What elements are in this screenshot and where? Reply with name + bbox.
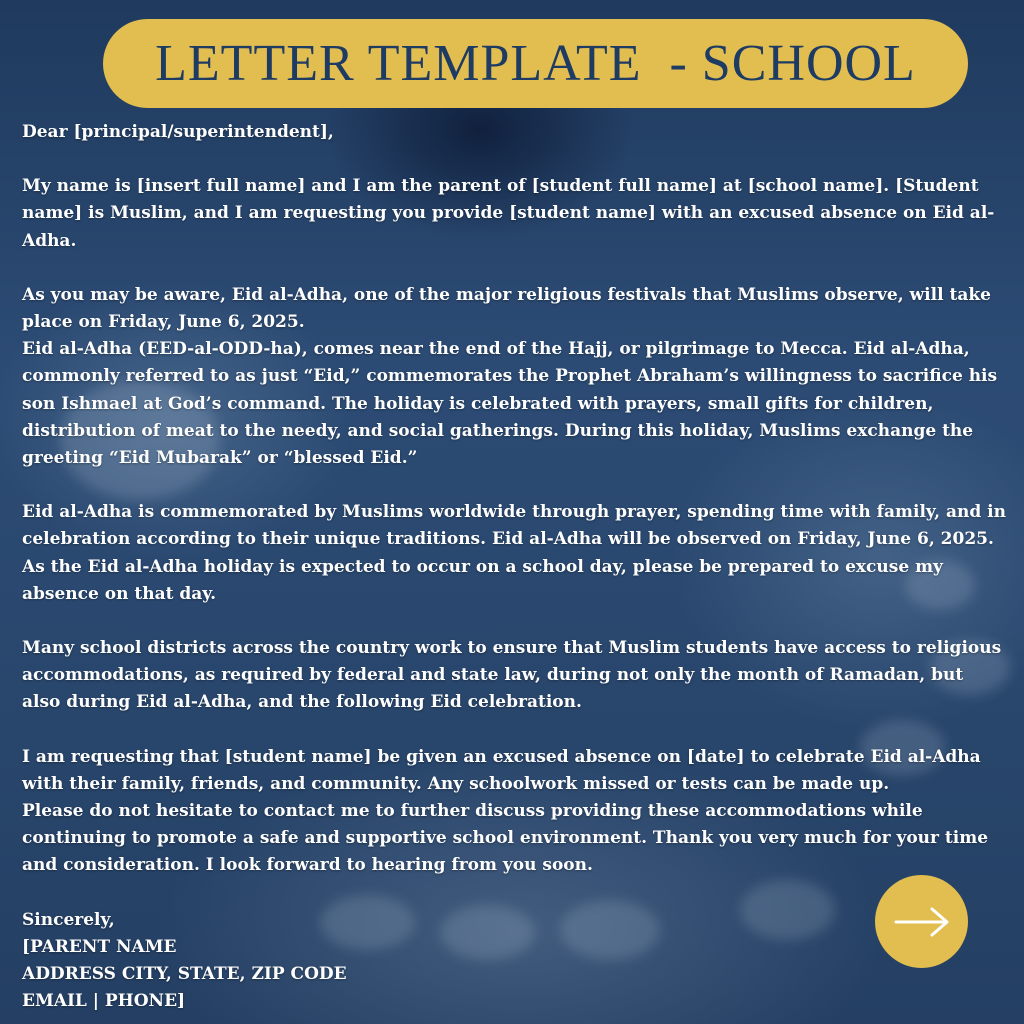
letter-paragraph-districts: Many school districts across the country work to ensure that Muslim students have access to religious accommodations, as required by federal and state law, during not only the month of Ramadan, but also during Eid al-Adha, and the following Eid celebration. <box>22 638 1002 713</box>
letter-paragraph-explanation: Eid al-Adha (EED-al-ODD-ha), comes near the end of the Hajj, or pilgrimage to Mecca. Eid al-Adha, commonly referred to as just “Eid,” commemorates the Prophet Abraham’s willingness to sacrifice his son Ishmael at God’s command. The holiday is celebrated with prayers, small gifts for children, distribution of meat to the needy, and social gatherings. During this holiday, Muslims exchange the greeting “Eid Mubarak” or “blessed Eid.” <box>22 339 998 469</box>
letter-salutation: Dear [principal/superintendent], <box>22 122 334 142</box>
letter-paragraph-intro: My name is [insert full name] and I am the parent of [student full name] at [school name]. [Student name] is Muslim, and I am requesting you provide [student name] with an excused absence on Eid al-Adha. <box>22 176 995 251</box>
letter-paragraph-contact: Please do not hesitate to contact me to further discuss providing these accommodations while continuing to promote a safe and supportive school environment. Thank you very much for your time and consideration. I look forward to hearing from you soon. <box>22 801 989 876</box>
letter-paragraph-request: I am requesting that [student name] be given an excused absence on [date] to celebrate Eid al-Adha with their family, friends, and community. Any schoolwork missed or tests can be made up. <box>22 746 981 794</box>
next-button[interactable] <box>875 875 968 968</box>
letter-body <box>22 119 1007 1015</box>
signature-parent-name: [PARENT NAME <box>22 936 177 957</box>
signature-address: ADDRESS CITY, STATE, ZIP CODE <box>22 964 347 985</box>
letter-closing: Sincerely, <box>22 909 115 930</box>
letter-paragraph-observance: Eid al-Adha is commemorated by Muslims worldwide through prayer, spending time with family, and in celebration according to their unique traditions. Eid al-Adha will be observed on Friday, June 6, 2025. As the Eid al-Adha holiday is expected to occur on a school day, please be prepared to excuse my absence on that day. <box>22 502 1006 604</box>
letter-signature-block <box>22 907 1007 1016</box>
signature-contact: EMAIL | PHONE] <box>22 991 186 1012</box>
arrow-right-icon <box>894 907 950 937</box>
title-banner <box>103 19 968 108</box>
page-title: LETTER TEMPLATE - SCHOOL <box>155 35 916 92</box>
letter-paragraph-awareness: As you may be aware, Eid al-Adha, one of the major religious festivals that Muslims observe, will take place on Friday, June 6, 2025. <box>22 284 991 333</box>
